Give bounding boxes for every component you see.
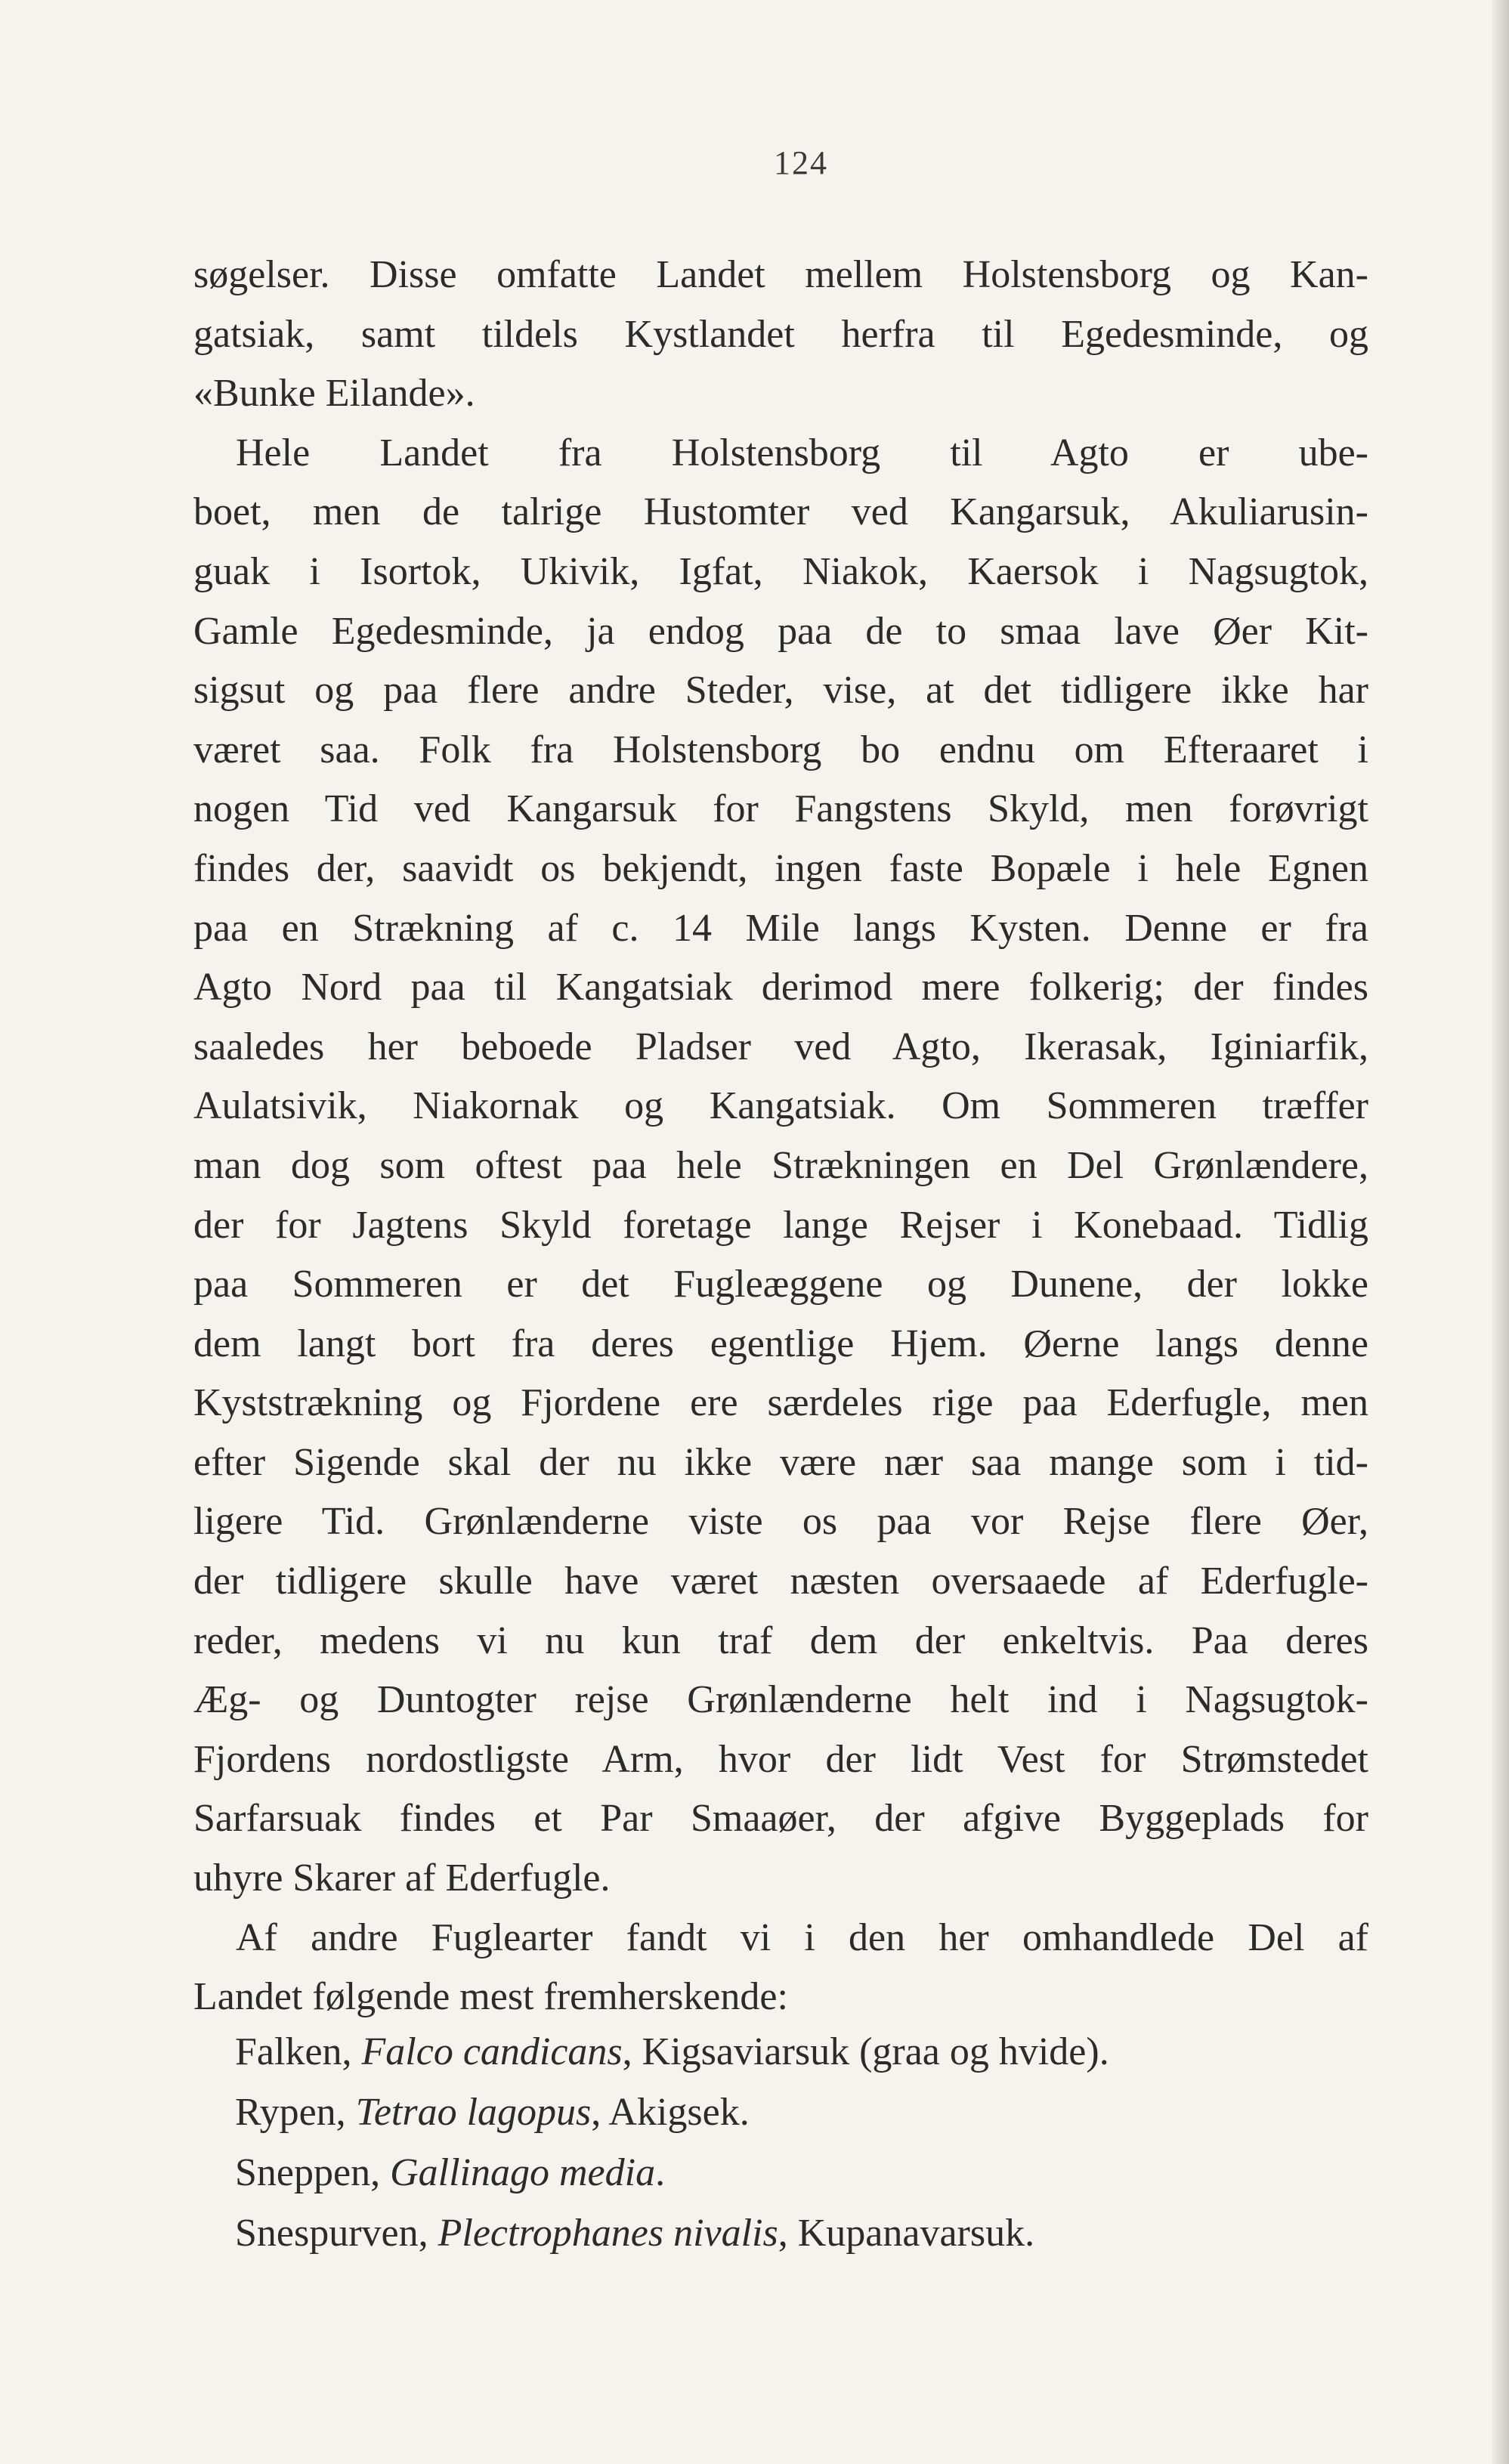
- species-item: [235, 2082, 1109, 2143]
- text-line: nogen Tid ved Kangarsuk for Fangstens Skyld, men forøvrigt: [193, 787, 1368, 831]
- text-line: saaledes her beboede Pladser ved Agto, Ikerasak, Iginiarfik,: [193, 1025, 1368, 1068]
- body-text: [193, 246, 1368, 2027]
- species-greenlandic-name: .: [655, 2151, 666, 2194]
- text-line: findes der, saavidt os bekjendt, ingen faste Bopæle i hele Egnen: [193, 846, 1368, 890]
- species-item: [235, 2022, 1109, 2082]
- text-line: uhyre Skarer af Ederfugle.: [193, 1857, 611, 1900]
- text-line: Aulatsivik, Niakornak og Kangatsiak. Om Sommeren træffer: [193, 1084, 1368, 1128]
- text-line: reder, medens vi nu kun traf dem der enkeltvis. Paa deres: [193, 1618, 1368, 1662]
- text-line: paa Sommeren er det Fugleæggene og Dunene, der lokke: [193, 1263, 1368, 1306]
- species-greenlandic-name: , Akigsek.: [591, 2091, 750, 2134]
- text-line: søgelser. Disse omfatte Landet mellem Holstensborg og Kan-: [193, 253, 1368, 296]
- species-item: [235, 2203, 1109, 2264]
- text-line: ligere Tid. Grønlænderne viste os paa vor Rejse flere Øer,: [193, 1500, 1368, 1544]
- text-line: man dog som oftest paa hele Strækningen en Del Grønlændere,: [193, 1143, 1368, 1187]
- text-line: Gamle Egedesminde, ja endog paa de to smaa lave Øer Kit-: [193, 609, 1368, 653]
- text-line: gatsiak, samt tildels Kystlandet herfra til Egedesminde, og: [193, 312, 1368, 356]
- text-line: guak i Isortok, Ukivik, Igfat, Niakok, Kaersok i Nagsugtok,: [193, 549, 1368, 593]
- text-line: været saa. Folk fra Holstensborg bo endnu om Efteraaret i: [193, 728, 1368, 771]
- species-common-name: Falken,: [235, 2030, 362, 2073]
- text-line: Landet følgende mest fremherskende:: [193, 1975, 788, 2019]
- species-item: [235, 2143, 1109, 2203]
- text-line: Æg- og Duntogter rejse Grønlænderne helt ind i Nagsugtok-: [193, 1678, 1368, 1722]
- text-line: boet, men de talrige Hustomter ved Kangarsuk, Akuliarusin-: [193, 490, 1368, 534]
- text-line: Sarfarsuak findes et Par Smaaøer, der afgive Byggeplads for: [193, 1797, 1368, 1841]
- species-greenlandic-name: , Kigsaviarsuk (graa og hvide).: [622, 2030, 1109, 2073]
- text-line: efter Sigende skal der nu ikke være nær saa mange som i tid-: [193, 1440, 1368, 1484]
- text-line: Hele Landet fra Holstensborg til Agto er ube-: [236, 431, 1368, 475]
- text-line: der tidligere skulle have været næsten oversaaede af Ederfugle-: [193, 1560, 1368, 1603]
- species-latin-name: Plectrophanes nivalis: [438, 2212, 778, 2255]
- text-line: paa en Strækning af c. 14 Mile langs Kysten. Denne er fra: [193, 906, 1368, 950]
- text-line: «Bunke Eilande».: [193, 372, 475, 416]
- text-line: Kyststrækning og Fjordene ere særdeles rige paa Ederfugle, men: [193, 1381, 1368, 1425]
- species-common-name: Rypen,: [235, 2091, 356, 2134]
- text-line: Fjordens nordostligste Arm, hvor der lidt Vest for Strømstedet: [193, 1737, 1368, 1781]
- species-latin-name: Falco candicans: [361, 2030, 623, 2073]
- page-number: 124: [774, 144, 828, 181]
- species-latin-name: Gallinago media: [390, 2151, 656, 2194]
- page-edge: [1492, 0, 1509, 2464]
- text-line: Agto Nord paa til Kangatsiak derimod mere folkerig; der findes: [193, 966, 1368, 1009]
- species-list: [235, 2022, 1109, 2264]
- text-line: sigsut og paa flere andre Steder, vise, at det tidligere ikke har: [193, 669, 1368, 713]
- text-line: Af andre Fuglearter fandt vi i den her omhandlede Del af: [236, 1915, 1368, 1959]
- species-greenlandic-name: , Kupanavarsuk.: [778, 2212, 1035, 2255]
- species-common-name: Sneppen,: [235, 2151, 391, 2194]
- text-line: der for Jagtens Skyld foretage lange Rejser i Konebaad. Tidlig: [193, 1203, 1368, 1247]
- species-latin-name: Tetrao lagopus: [355, 2091, 592, 2134]
- species-common-name: Snespurven,: [235, 2212, 438, 2255]
- text-line: dem langt bort fra deres egentlige Hjem. Øerne langs denne: [193, 1322, 1368, 1365]
